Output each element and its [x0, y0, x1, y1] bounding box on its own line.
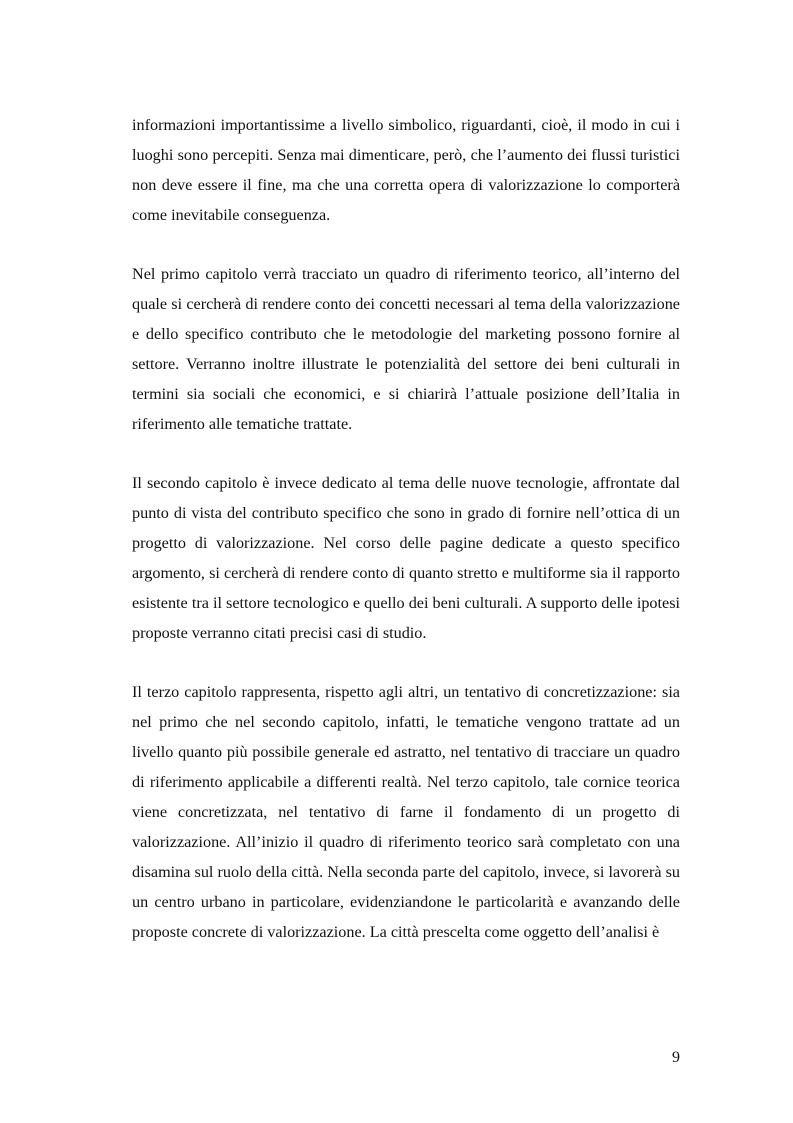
paragraph-4: Il terzo capitolo rappresenta, rispetto agli altri, un tentativo di concretizzazione: sia nel primo che nel secondo capitolo, infatti, le tematiche vengono trattate ad un livello quanto più possibile generale ed astratto, nel tentativo di tracciare un quadro di riferimento applicabile a differenti realtà. Nel terzo capitolo, tale cornice teorica viene concretizzata, nel tentativo di farne il fondamento di un progetto di valorizzazione. All’inizio il quadro di riferimento teorico sarà completato con una disamina sul ruolo della città. Nella seconda parte del capitolo, invece, si lavorerà su un centro urbano in particolare, evidenziandone le particolarità e avanzando delle proposte concrete di valorizzazione. La città prescelta come oggetto dell’analisi è [132, 683, 680, 941]
paragraph-2: Nel primo capitolo verrà tracciato un quadro di riferimento teorico, all’interno del quale si cercherà di rendere conto dei concetti necessari al tema della valorizzazione e dello specifico contributo che le metodologie del marketing possono fornire al settore. Verranno inoltre illustrate le potenzialità del settore dei beni culturali in termini sia sociali che economici, e si chiarirà l’attuale posizione dell’Italia in riferimento alle tematiche trattate. [132, 265, 680, 433]
page-body [132, 110, 680, 976]
paragraph-1: informazioni importantissime a livello simbolico, riguardanti, cioè, il modo in cui i luoghi sono percepiti. Senza mai dimenticare, però, che l’aumento dei flussi turistici non deve essere il fine, ma che una corretta opera di valorizzazione lo comporterà come inevitabile conseguenza. [132, 116, 680, 224]
page-number: 9 [672, 1049, 680, 1066]
paragraph-3: Il secondo capitolo è invece dedicato al tema delle nuove tecnologie, affrontate dal punto di vista del contributo specifico che sono in grado di fornire nell’ottica di un progetto di valorizzazione. Nel corso delle pagine dedicate a questo specifico argomento, si cercherà di rendere conto di quanto stretto e multiforme sia il rapporto esistente tra il settore tecnologico e quello dei beni culturali. A supporto delle ipotesi proposte verranno citati precisi casi di studio. [132, 474, 680, 642]
